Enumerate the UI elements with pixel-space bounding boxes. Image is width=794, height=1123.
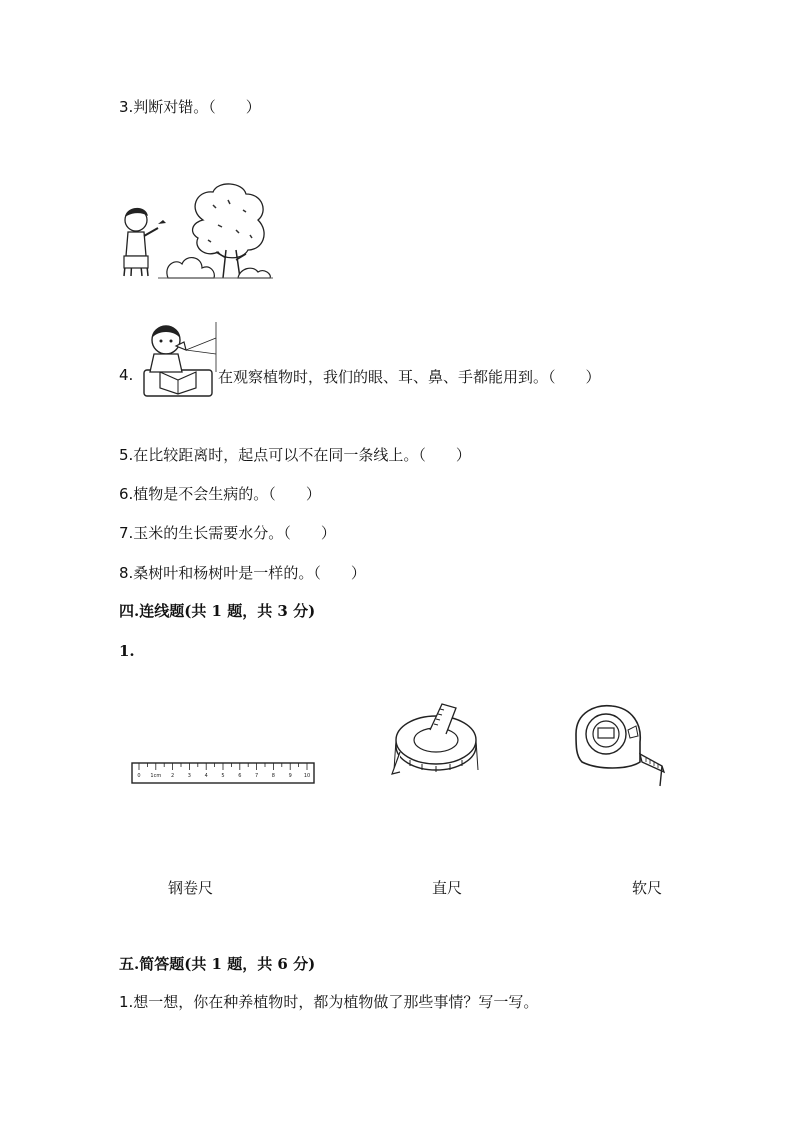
ruler-icon (131, 762, 315, 784)
ruler-number: 10 (303, 773, 311, 779)
section-5-question-1-text: 1.想一想，你在种养植物时，都为植物做了那些事情？写一写。 (119, 993, 539, 1011)
child-observing-tree-icon (118, 180, 273, 280)
ruler-number: 0 (137, 773, 141, 779)
ruler-number: 6 (238, 773, 242, 779)
ruler-number: 9 (288, 773, 292, 779)
section-5-title: 五.简答题(共 1 题，共 6 分) (119, 955, 316, 973)
label-1: 钢卷尺 (168, 879, 214, 897)
question-3-text: 3.判断对错。（ ） (119, 98, 261, 116)
boy-listening-reading-icon (136, 320, 218, 398)
section-4-title: 四.连线题(共 1 题，共 3 分) (119, 602, 316, 620)
question-4-number: 4. (119, 366, 134, 384)
question-4-text: 在观察植物时，我们的眼、耳、鼻、手都能用到。（ ） (218, 368, 601, 386)
ruler-number: 3 (187, 773, 191, 779)
question-5-text: 5.在比较距离时，起点可以不在同一条线上。（ ） (119, 446, 471, 464)
soft-tape-measure-icon (390, 700, 482, 780)
ruler-number: 2 (171, 773, 175, 779)
ruler-number: 5 (221, 773, 225, 779)
ruler-number: 8 (271, 773, 275, 779)
ruler-number: 1cm (150, 773, 162, 779)
steel-tape-measure-icon (568, 700, 668, 788)
question-7-text: 7.玉米的生长需要水分。（ ） (119, 524, 336, 542)
ruler-number: 4 (204, 773, 208, 779)
question-6-text: 6.植物是不会生病的。（ ） (119, 485, 321, 503)
label-2: 直尺 (432, 879, 463, 897)
ruler-number: 7 (255, 773, 259, 779)
label-3: 软尺 (632, 879, 663, 897)
section-4-question-1-number: 1. (119, 642, 135, 660)
question-8-text: 8.桑树叶和杨树叶是一样的。（ ） (119, 564, 366, 582)
